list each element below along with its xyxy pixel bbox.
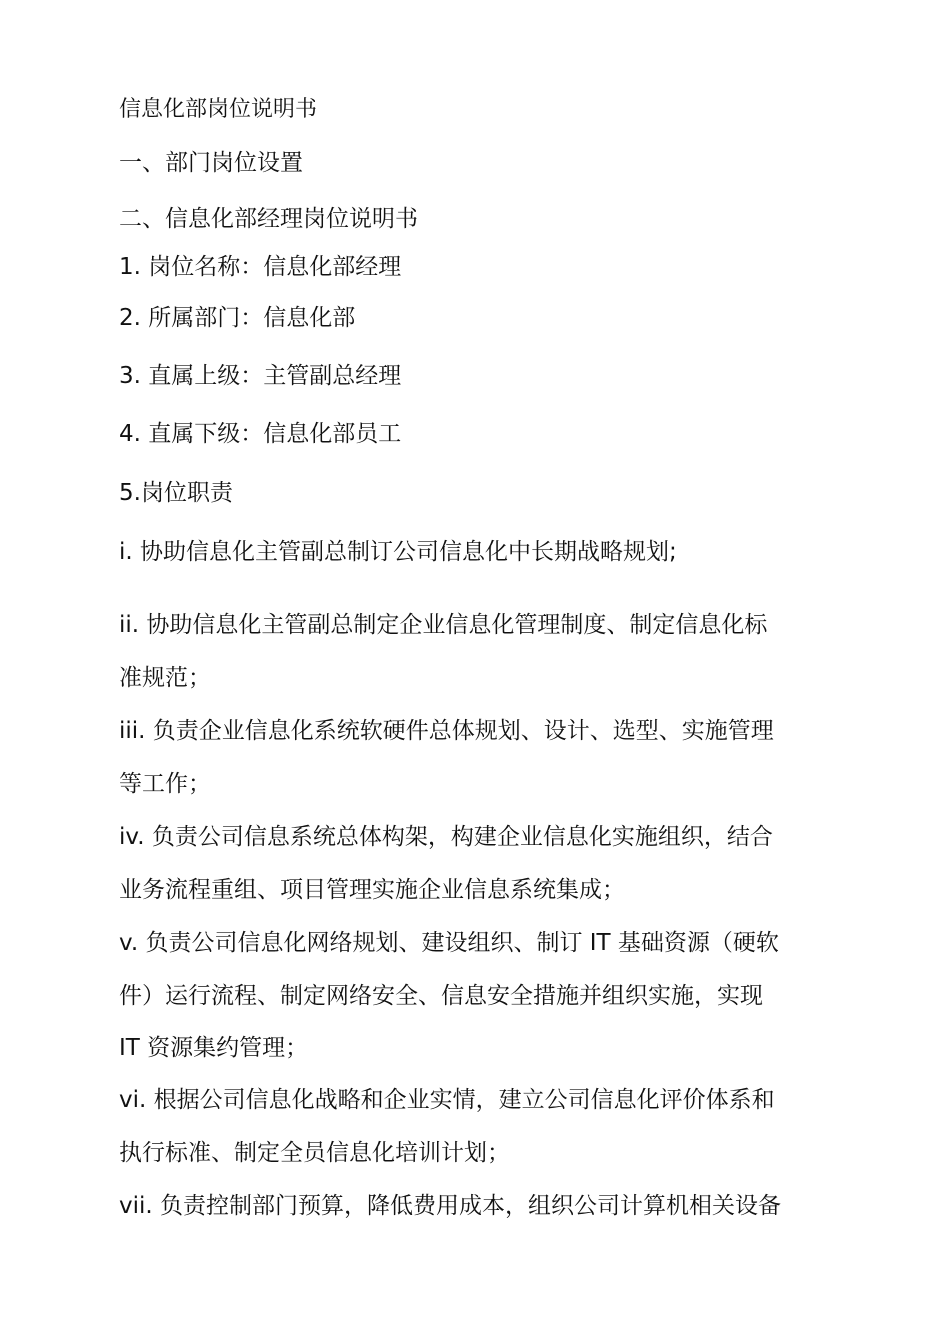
- list-item-superior: 3. 直属上级：主管副总经理: [119, 363, 402, 389]
- section-heading-1: 一、部门岗位设置: [119, 150, 303, 176]
- duty-item-v: v. 负责公司信息化网络规划、建设组织、制订 IT 基础资源（硬软: [119, 930, 779, 956]
- list-item-subordinate: 4. 直属下级：信息化部员工: [119, 421, 402, 447]
- duty-item-iv-cont: 业务流程重组、项目管理实施企业信息系统集成；: [119, 877, 625, 903]
- duty-item-ii-cont: 准规范；: [119, 665, 211, 691]
- duty-item-ii: ii. 协助信息化主管副总制定企业信息化管理制度、制定信息化标: [119, 612, 768, 638]
- duty-item-vii: vii. 负责控制部门预算，降低费用成本，组织公司计算机相关设备: [119, 1193, 782, 1219]
- list-item-position-name: 1. 岗位名称：信息化部经理: [119, 254, 402, 280]
- duty-item-v-cont-1: 件）运行流程、制定网络安全、信息安全措施并组织实施，实现: [119, 983, 763, 1009]
- duty-item-iii-cont: 等工作；: [119, 771, 211, 797]
- section-heading-2: 二、信息化部经理岗位说明书: [119, 206, 418, 232]
- duty-item-vi-cont: 执行标准、制定全员信息化培训计划；: [119, 1140, 510, 1166]
- duty-item-vi: vi. 根据公司信息化战略和企业实情，建立公司信息化评价体系和: [119, 1087, 775, 1113]
- list-item-department: 2. 所属部门：信息化部: [119, 305, 356, 331]
- duty-item-iii: iii. 负责企业信息化系统软硬件总体规划、设计、选型、实施管理: [119, 718, 774, 744]
- document-title: 信息化部岗位说明书: [119, 97, 318, 122]
- duty-item-v-cont-2: IT 资源集约管理；: [119, 1035, 309, 1061]
- list-item-duties-heading: 5.岗位职责: [119, 480, 233, 506]
- duty-item-iv: iv. 负责公司信息系统总体构架，构建企业信息化实施组织，结合: [119, 824, 773, 850]
- duty-item-i: i. 协助信息化主管副总制订公司信息化中长期战略规划;: [119, 539, 677, 565]
